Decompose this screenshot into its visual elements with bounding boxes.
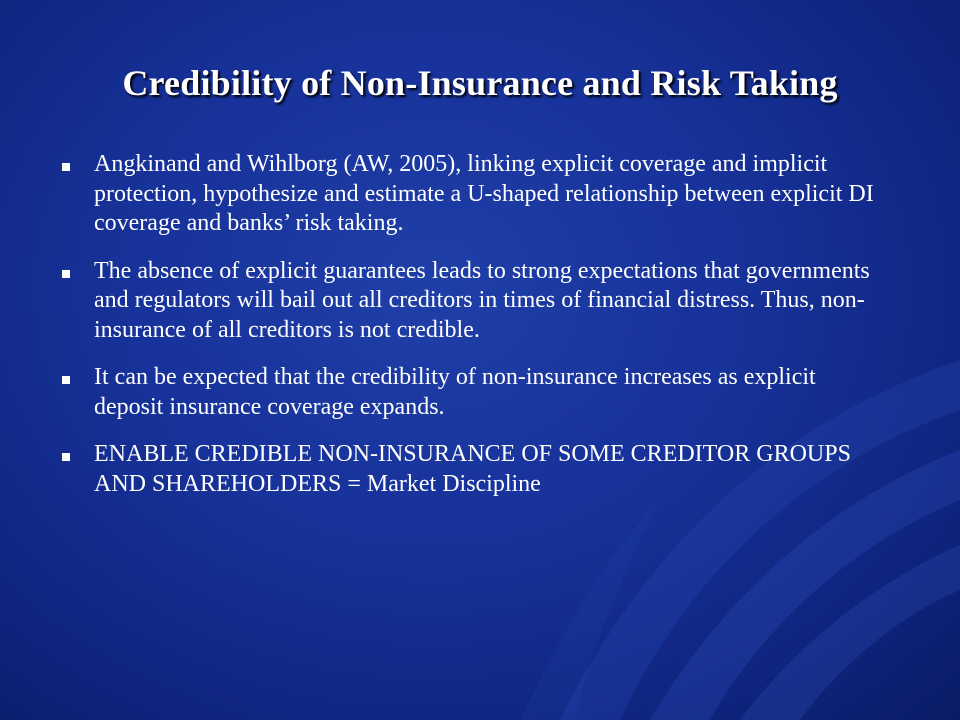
square-bullet-icon (62, 270, 70, 278)
bullet-text: Angkinand and Wihlborg (AW, 2005), linking explicit coverage and implicit protection, hypothesize and estimate a U-shaped relationship between explicit DI coverage and banks’ risk taking. (94, 151, 874, 236)
bullet-item (62, 363, 882, 422)
square-bullet-icon (62, 453, 70, 461)
slide-title: Credibility of Non-Insurance and Risk Taking (122, 63, 838, 103)
bullet-list (62, 150, 882, 517)
bullet-item (62, 150, 882, 239)
bullet-text: The absence of explicit guarantees leads to strong expectations that governments and regulators will bail out all creditors in times of financial distress. Thus, non-insurance of all creditors is not credible. (94, 257, 870, 343)
bullet-item (62, 440, 882, 499)
bullet-item (62, 257, 882, 346)
square-bullet-icon (62, 163, 70, 171)
bullet-text: It can be expected that the credibility of non-insurance increases as explicit deposit insurance coverage expands. (94, 364, 816, 420)
square-bullet-icon (62, 376, 70, 384)
bullet-text: ENABLE CREDIBLE NON-INSURANCE OF SOME CREDITOR GROUPS AND SHAREHOLDERS = Market Discipline (94, 441, 851, 497)
